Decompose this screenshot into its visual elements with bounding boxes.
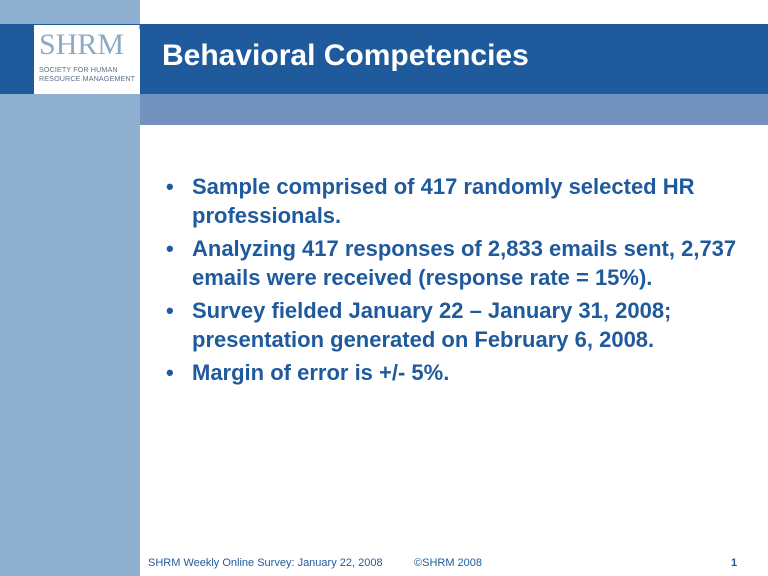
logo-letter: H	[55, 28, 78, 61]
bullet-item	[148, 358, 748, 387]
bullet-glyph: •	[166, 174, 174, 199]
logo-letter: M	[97, 28, 125, 61]
footer-survey-label: SHRM Weekly Online Survey: January 22, 2008	[148, 557, 383, 569]
bullet-glyph: •	[166, 360, 174, 385]
bullet-list	[148, 172, 748, 391]
slide-title: Behavioral Competencies	[162, 39, 529, 72]
logo-tagline-line1: SOCIETY FOR HUMAN	[39, 65, 118, 74]
bullet-text: Analyzing 417 responses of 2,833 emails sent, 2,737 emails were received (response rate = 15%).	[192, 236, 737, 290]
shrm-logo	[34, 25, 146, 94]
bullet-item	[148, 296, 748, 354]
logo-tagline-line2: RESOURCE MANAGEMENT	[39, 73, 136, 83]
footer-copyright: ©SHRM 2008	[414, 557, 483, 569]
bullet-glyph: •	[166, 236, 174, 261]
logo-letters	[39, 28, 124, 62]
bullet-item	[148, 234, 748, 292]
bullet-text: Margin of error is +/- 5%.	[192, 360, 450, 385]
bullet-item	[148, 172, 748, 230]
bullet-text: Sample comprised of 417 randomly selected HR professionals.	[192, 174, 695, 228]
page-number: 1	[731, 557, 738, 569]
logo-tagline	[39, 66, 135, 83]
logo-letter: S	[39, 28, 56, 61]
sub-band	[140, 94, 768, 125]
logo-letter: R	[77, 28, 98, 61]
bullet-text: Survey fielded January 22 – January 31, 2008; presentation generated on February 6, 2008.	[192, 298, 672, 352]
logo-trademark: TM	[137, 25, 146, 31]
bullet-glyph: •	[166, 298, 174, 323]
